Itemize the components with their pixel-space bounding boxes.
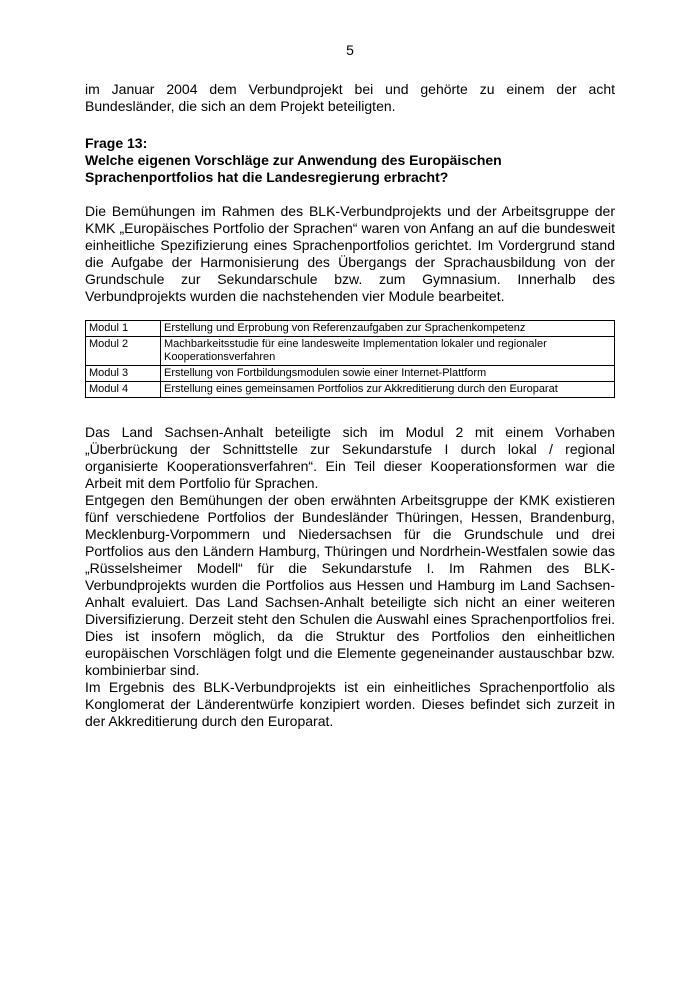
answer-paragraph-4: Im Ergebnis des BLK-Verbundprojekts ist ein einheitliches Sprachenportfolio als Konglomerat der Länderentwürfe konzipiert worden. Dieses befindet sich zurzeit in der Akkreditierung durch den Europarat. bbox=[85, 679, 615, 729]
question-block bbox=[85, 135, 615, 186]
module-name-cell: Modul 3 bbox=[86, 366, 161, 382]
module-description-cell: Erstellung von Fortbildungsmodulen sowie einer Internet-Plattform bbox=[161, 366, 615, 382]
table-row bbox=[86, 337, 615, 366]
module-description-cell: Erstellung eines gemeinsamen Portfolios zur Akkreditierung durch den Europarat bbox=[161, 382, 615, 398]
module-name-cell: Modul 1 bbox=[86, 321, 161, 337]
module-description-cell: Erstellung und Erprobung von Referenzaufgaben zur Sprachenkompetenz bbox=[161, 321, 615, 337]
table-row bbox=[86, 382, 615, 398]
modules-table bbox=[85, 320, 615, 398]
module-name-cell: Modul 2 bbox=[86, 337, 161, 366]
answer-paragraph-1: Die Bemühungen im Rahmen des BLK-Verbundprojekts und der Arbeitsgruppe der KMK „Europäisches Portfolio der Sprachen“ waren von Anfang an auf die bundesweit einheitliche Spezifizierung eines Sprachenportfolios gerichtet. Im Vordergrund stand die Aufgabe der Harmonisierung des Übergangs der Sprachausbildung von der Grundschule zur Sekundarschule bzw. zum Gymnasium. Innerhalb des Verbundprojekts wurden die nachstehenden vier Module bearbeitet. bbox=[85, 203, 615, 304]
answer-paragraph-3: Entgegen den Bemühungen der oben erwähnten Arbeitsgruppe der KMK existieren fünf verschiedene Portfolios der Bundesländer Thüringen, Hessen, Brandenburg, Mecklenburg-Vorpommern und Niedersachsen für die Grundschule und drei Portfolios aus den Ländern Hamburg, Thüringen und Nordrhein-Westfalen sowie das „Rüsselsheimer Modell“ für die Sekundarstufe I. Im Rahmen des BLK-Verbundprojekts wurden die Portfolios aus Hessen und Hamburg im Land Sachsen-Anhalt evaluiert. Das Land Sachsen-Anhalt beteiligte sich nicht an einer weiteren Diversifizierung. Derzeit steht den Schulen die Auswahl eines Sprachenportfolios frei. Dies ist insofern möglich, da die Struktur des Portfolios den einheitlichen europäischen Vorschlägen folgt und die Elemente gegeneinander austauschbar bzw. kombinierbar sind. bbox=[85, 492, 615, 678]
answer-paragraph-2: Das Land Sachsen-Anhalt beteiligte sich im Modul 2 mit einem Vorhaben „Überbrückung der Schnittstelle zur Sekundarstufe I durch lokal / regional organisierte Kooperationsverfahren“. Ein Teil dieser Kooperationsformen war die Arbeit mit dem Portfolio für Sprachen. bbox=[85, 424, 615, 491]
table-row bbox=[86, 366, 615, 382]
document-body bbox=[85, 81, 615, 730]
module-description-cell: Machbarkeitsstudie für eine landesweite Implementation lokaler und regionaler Kooperationsverfahren bbox=[161, 337, 615, 366]
question-label: Frage 13: bbox=[85, 135, 148, 151]
page-number: 5 bbox=[346, 42, 354, 58]
table-row bbox=[86, 321, 615, 337]
module-name-cell: Modul 4 bbox=[86, 382, 161, 398]
intro-paragraph: im Januar 2004 dem Verbundprojekt bei und gehörte zu einem der acht Bundesländer, die sich an dem Projekt beteiligten. bbox=[85, 81, 615, 114]
question-text: Welche eigenen Vorschläge zur Anwendung des Europäischen Sprachenportfolios hat die Landesregierung erbracht? bbox=[85, 152, 502, 185]
